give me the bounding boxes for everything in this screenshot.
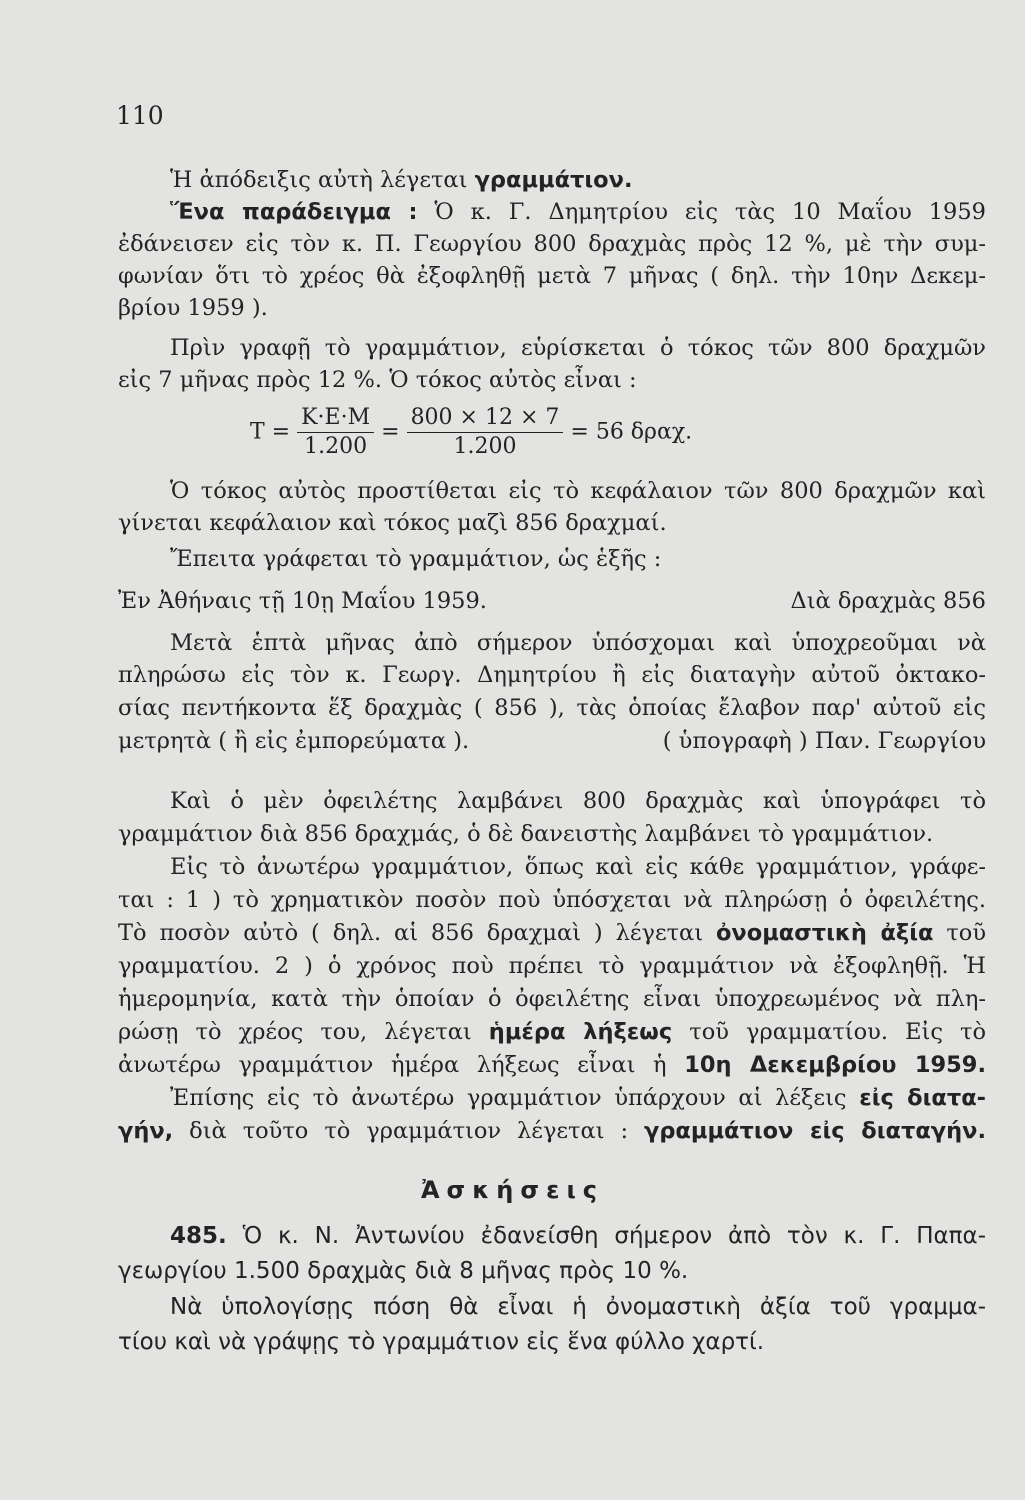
formula-fraction-1	[297, 404, 374, 461]
note-amount: Διὰ δραχμὰς 856	[790, 588, 986, 614]
formula-numerator-2: 800 × 12 × 7	[407, 404, 564, 433]
note-line-1: Μετὰ ἑπτὰ μῆνας ἀπὸ σήμερον ὑπόσχομαι καὶ ὑποχρεοῦμαι νὰ	[170, 630, 986, 656]
explain-text-7a: ἀνωτέρω γραμμάτιον ἡμέρα λήξεως εἶναι ἡ	[118, 1052, 685, 1078]
explain-line-6	[118, 1017, 986, 1047]
interest-formula	[250, 404, 850, 461]
debtor-line-1: Καὶ ὁ μὲν ὀφειλέτης λαμβάνει 800 δραχμὰς καὶ ὑπογράφει τὸ	[170, 788, 986, 814]
example-text-1: Ὁ κ. Γ. Δημητρίου εἰς τὰς 10 Μαΐου 1959	[417, 199, 986, 225]
explain-line-5: ἡμερομηνία, κατὰ τὴν ὁποίαν ὁ ὀφειλέτης εἶναι ὑποχρεωμένος νὰ πλη-	[118, 986, 986, 1012]
formula-result: = 56 δραχ.	[570, 419, 693, 445]
before-line-2: εἰς 7 μῆνας πρὸς 12 %. Ὁ τόκος αὐτὸς εἶναι :	[118, 367, 637, 393]
formula-lhs: T =	[250, 419, 291, 445]
term-grammation: γραμμάτιον.	[474, 167, 633, 193]
example-line-1	[170, 197, 986, 227]
term-to-order-1: εἰς διατα-	[859, 1085, 987, 1111]
explain-line-1: Εἰς τὸ ἀνωτέρω γραμμάτιον, ὅπως καὶ εἰς κάθε γραμμάτιον, γράφε-	[170, 854, 986, 880]
intro-text: Ἡ ἀπόδειξις αὐτὴ λέγεται	[170, 167, 475, 193]
example-line-3: φωνίαν ὅτι τὸ χρέος θὰ ἐξοφληθῇ μετὰ 7 μῆνας ( δηλ. τὴν 10ην Δεκεμ-	[118, 263, 986, 289]
term-maturity-day: ἡμέρα λήξεως	[488, 1019, 673, 1045]
example-line-4: βρίου 1959 ).	[118, 295, 268, 321]
formula-fraction-2	[407, 404, 564, 461]
order-line-2	[118, 1116, 986, 1146]
exercise-line-3: Νὰ ὑπολογίσῃς πόση θὰ εἶναι ἡ ὀνομαστικὴ ἀξία τοῦ γραμμα-	[170, 1294, 986, 1320]
maturity-date: 10η Δεκεμβρίου 1959.	[684, 1052, 986, 1078]
debtor-line-2: γραμμάτιον διὰ 856 δραχμάς, ὁ δὲ δανειστὴς λαμβάνει τὸ γραμμάτιον.	[118, 821, 934, 847]
explain-text-6a: ρώσῃ τὸ χρέος του, λέγεται	[118, 1019, 489, 1045]
term-to-order-2: γήν,	[118, 1118, 174, 1144]
note-signature: ( ὑπογραφὴ ) Παν. Γεωργίου	[662, 728, 986, 754]
exercise-line-1	[170, 1221, 986, 1251]
added-line-2: γίνεται κεφάλαιον καὶ τόκος μαζὶ 856 δραχμαί.	[118, 510, 667, 536]
exercise-line-2: γεωργίου 1.500 δραχμὰς διὰ 8 μῆνας πρὸς 10 %.	[118, 1258, 689, 1284]
term-nominal-value: ὀνομαστικὴ ἀξία	[715, 920, 934, 946]
formula-numerator-1: K·E·M	[297, 404, 374, 433]
explain-line-2: ται : 1 ) τὸ χρηματικὸν ποσὸν ποὺ ὑπόσχεται νὰ πληρώσῃ ὁ ὀφειλέτης.	[118, 887, 986, 913]
exercises-heading: Ἀσκήσεις	[420, 1176, 605, 1204]
note-line-4: μετρητὰ ( ἢ εἰς ἐμπορεύματα ).	[118, 728, 470, 754]
note-line-2: πληρώσω εἰς τὸν κ. Γεωργ. Δημητρίου ἢ εἰς διαταγὴν αὐτοῦ ὀκτακο-	[118, 662, 986, 688]
intro-line	[170, 165, 990, 195]
explain-text-3a: Τὸ ποσὸν αὐτὸ ( δηλ. αἱ 856 δραχμαὶ ) λέγεται	[118, 920, 716, 946]
note-line-3: σίας πεντήκοντα ἕξ δραχμὰς ( 856 ), τὰς ὁποίας ἔλαβον παρ' αὐτοῦ εἰς	[118, 695, 986, 721]
example-label: Ἕνα παράδειγμα :	[170, 199, 418, 225]
formula-equals: =	[381, 419, 400, 445]
term-order-note: γραμμάτιον εἰς διαταγήν.	[644, 1118, 986, 1144]
order-line-1	[170, 1083, 986, 1113]
order-text-2b: διὰ τοῦτο τὸ γραμμάτιον λέγεται :	[173, 1118, 644, 1144]
explain-line-3	[118, 918, 986, 948]
exercise-text-1: Ὁ κ. Ν. Ἀντωνίου ἐδανείσθη σήμερον ἀπὸ τὸν κ. Γ. Παπα-	[226, 1223, 986, 1249]
explain-text-6c: τοῦ γραμματίου. Εἰς τὸ	[672, 1019, 986, 1045]
formula-denominator-1: 1.200	[304, 434, 368, 459]
before-line-1: Πρὶν γραφῇ τὸ γραμμάτιον, εὑρίσκεται ὁ τόκος τῶν 800 δραχμῶν	[170, 335, 986, 361]
then-line: Ἔπειτα γράφεται τὸ γραμμάτιον, ὡς ἑξῆς :	[170, 546, 662, 572]
example-line-2: ἐδάνεισεν εἰς τὸν κ. Π. Γεωργίου 800 δραχμὰς πρὸς 12 %, μὲ τὴν συμ-	[118, 231, 986, 257]
order-text-1a: Ἐπίσης εἰς τὸ ἀνωτέρω γραμμάτιον ὑπάρχουν αἱ λέξεις	[170, 1085, 860, 1111]
explain-line-4: γραμματίου. 2 ) ὁ χρόνος ποὺ πρέπει τὸ γραμμάτιον νὰ ἐξοφληθῇ. Ἡ	[118, 953, 986, 979]
note-place-date: Ἐν Ἀθήναις τῇ 10ῃ Μαΐου 1959.	[118, 588, 487, 614]
exercise-line-4: τίου καὶ νὰ γράψῃς τὸ γραμμάτιον εἰς ἕνα φύλλο χαρτί.	[118, 1329, 765, 1355]
explain-text-3c: τοῦ	[933, 920, 987, 946]
page-number: 110	[116, 101, 164, 130]
formula-denominator-2: 1.200	[453, 434, 517, 459]
exercise-number: 485.	[170, 1223, 227, 1249]
added-line-1: Ὁ τόκος αὐτὸς προστίθεται εἰς τὸ κεφάλαιον τῶν 800 δραχμῶν καὶ	[170, 478, 986, 504]
explain-line-7	[118, 1050, 986, 1080]
